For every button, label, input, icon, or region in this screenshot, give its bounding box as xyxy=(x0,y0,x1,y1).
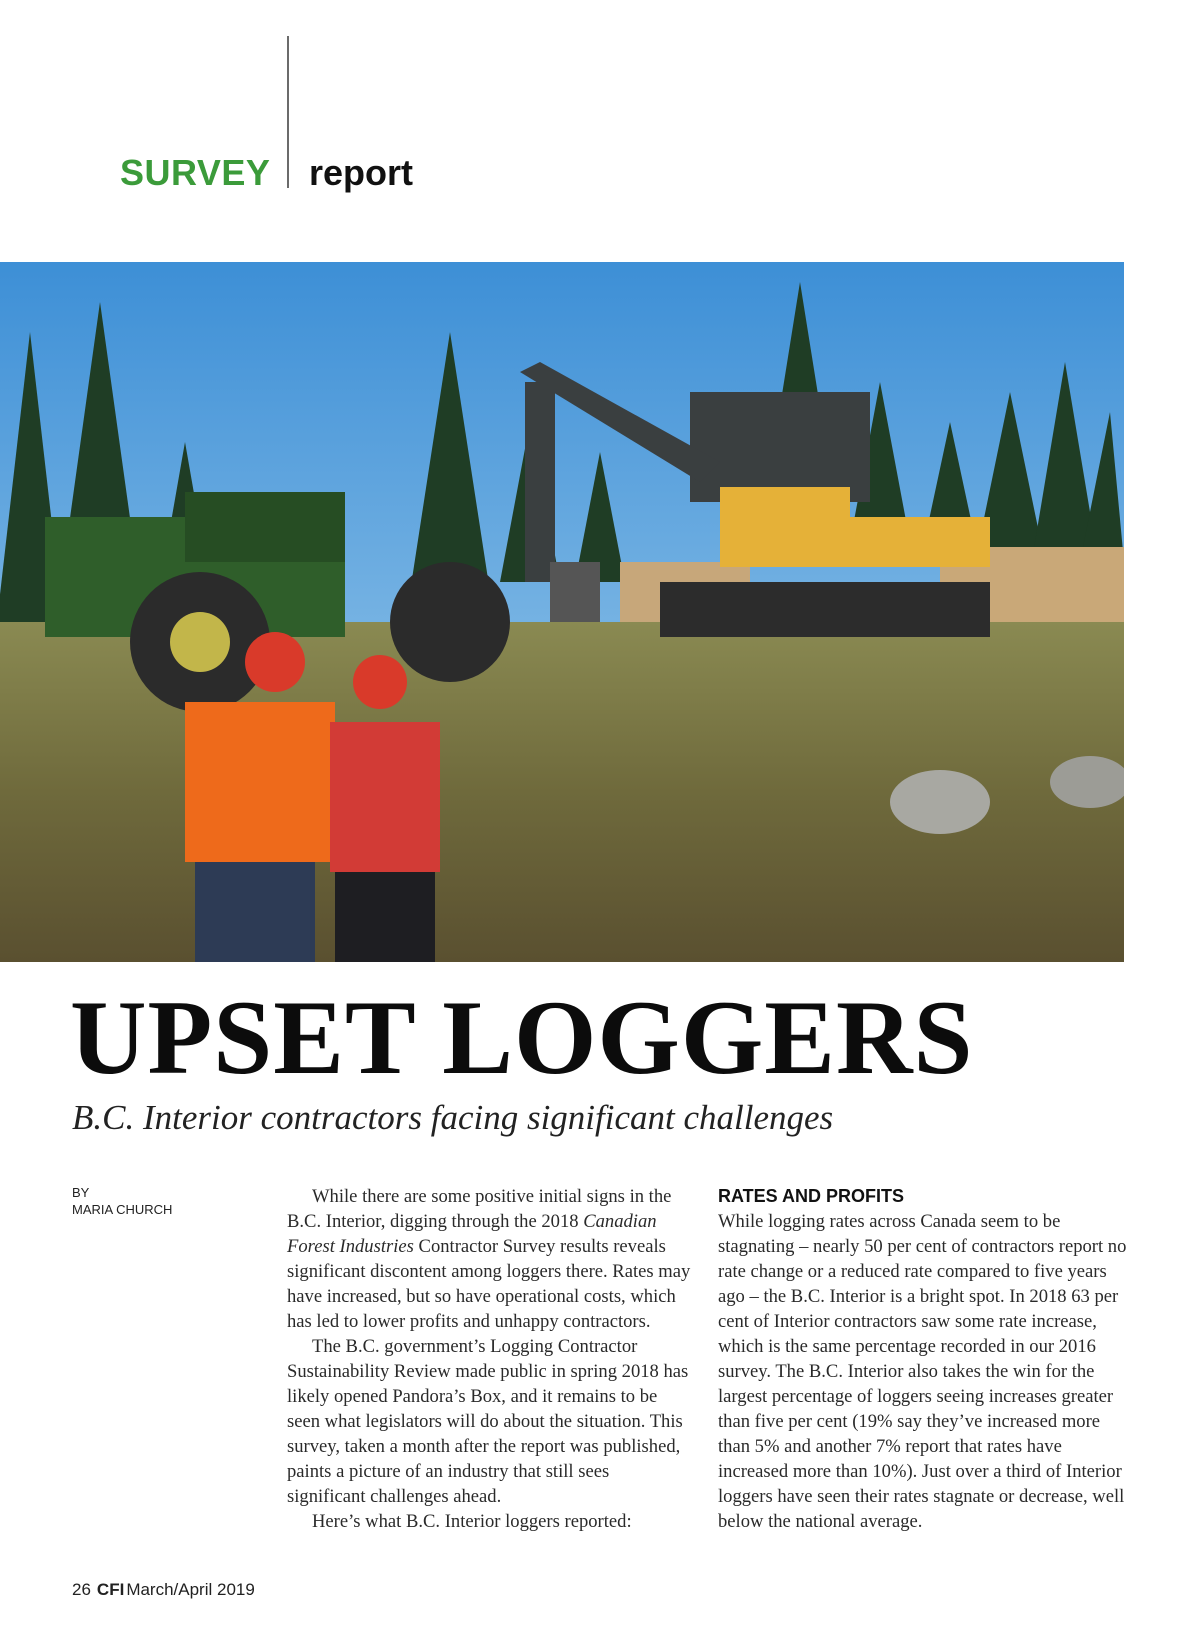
section-divider xyxy=(287,36,289,188)
column-two xyxy=(718,1184,1128,1534)
paragraph xyxy=(287,1184,692,1334)
magazine-brand: CFI xyxy=(96,1580,125,1599)
byline-name: MARIA CHURCH xyxy=(72,1202,173,1217)
lead-photo xyxy=(0,262,1124,962)
issue-date: March/April 2019 xyxy=(126,1580,255,1599)
column-one xyxy=(287,1184,692,1534)
section-label: SURVEY xyxy=(120,152,271,193)
section-sublabel: report xyxy=(309,152,414,193)
page-number: 26 xyxy=(72,1580,91,1599)
deck: B.C. Interior contractors facing significant challenges xyxy=(72,1098,834,1137)
headline: UPSET LOGGERS xyxy=(70,979,974,1096)
paragraph-text: Contractor Survey results reveals significant discontent among loggers there. Rates may have increased, but so have operational costs, which has led to lower profits and unhappy contractors. xyxy=(287,1236,691,1332)
forestry-photo-icon xyxy=(0,262,1124,962)
folio xyxy=(72,1580,255,1600)
paragraph: While logging rates across Canada seem to be stagnating – nearly 50 per cent of contractors report no rate change or a reduced rate compared to five years ago – the B.C. Interior is a bright spot. In 2018 63 per cent of Interior contractors saw some rate increase, which is the same percentage recorded in our 2016 survey. The B.C. Interior also takes the win for the largest percentage of loggers seeing increases greater than five per cent (19% say they’ve increased more than 5% and another 7% report that rates have increased more than 10%). Just over a third of Interior loggers have seen their rates stagnate or decrease, well below the national average. xyxy=(718,1211,1127,1532)
byline xyxy=(72,1184,172,1218)
paragraph: The B.C. government’s Logging Contractor Sustainability Review made public in spring 2018 has likely opened Pandora’s Box, and it remains to be seen what legislators will do about the situation. This survey, taken a month after the report was published, paints a picture of an industry that still sees significant challenges ahead. xyxy=(287,1336,689,1507)
byline-prefix: BY xyxy=(72,1185,90,1200)
publication-title: Canadian Forest Industries xyxy=(287,1211,657,1257)
paragraph: Here’s what B.C. Interior loggers reported: xyxy=(312,1511,632,1532)
paragraph-text: While there are some positive initial signs in the B.C. Interior, digging through the 2018 xyxy=(287,1186,672,1232)
subhead: RATES AND PROFITS xyxy=(718,1186,905,1206)
